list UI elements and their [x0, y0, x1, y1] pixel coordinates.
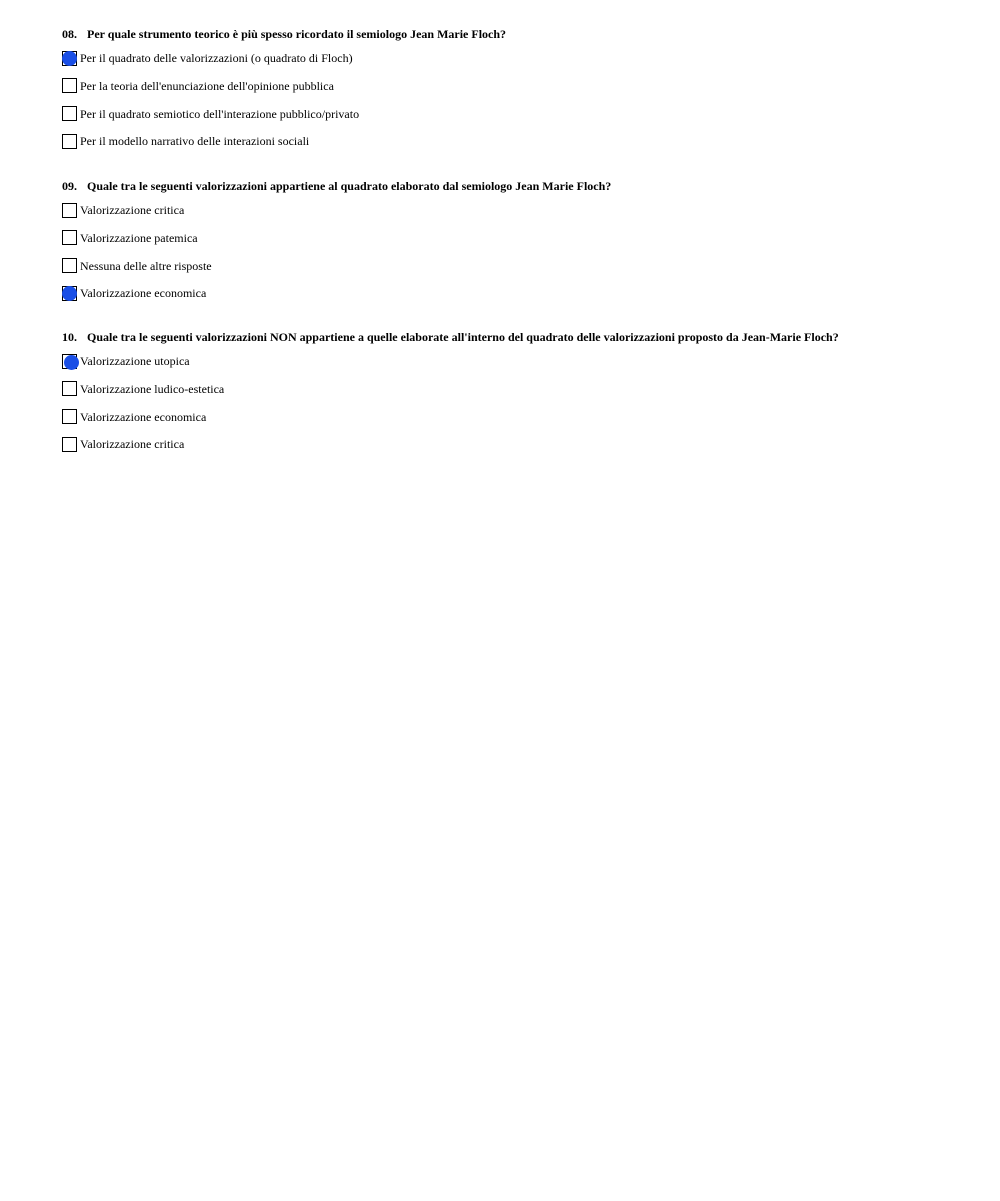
answer-label: Valorizzazione ludico-estetica [80, 381, 225, 396]
question-10 [62, 330, 982, 452]
answer-option[interactable] [62, 285, 982, 301]
selected-marker [62, 286, 77, 301]
answer-label: Per il modello narrativo delle interazioni sociali [80, 134, 310, 149]
options-list [62, 50, 982, 149]
question-09 [62, 179, 982, 301]
question-number: 09. [62, 179, 77, 193]
answer-checkbox[interactable] [62, 286, 77, 301]
answer-option[interactable] [62, 381, 982, 397]
answer-checkbox[interactable] [62, 203, 77, 218]
selected-marker [62, 51, 77, 66]
answer-option[interactable] [62, 258, 982, 274]
answer-checkbox[interactable] [62, 354, 77, 369]
question-title [62, 330, 982, 344]
answer-checkbox[interactable] [62, 381, 77, 396]
answer-checkbox[interactable] [62, 78, 77, 93]
question-title [62, 179, 982, 193]
options-list [62, 202, 982, 301]
question-text: Quale tra le seguenti valorizzazioni appartiene al quadrato elaborato dal semiologo Jean Marie Floch? [87, 179, 612, 193]
answer-option[interactable] [62, 202, 982, 218]
answer-label: Valorizzazione economica [80, 286, 207, 301]
answer-label: Per il quadrato delle valorizzazioni (o quadrato di Floch) [80, 51, 353, 65]
answer-label: Valorizzazione patemica [80, 230, 198, 245]
answer-checkbox[interactable] [62, 437, 77, 452]
question-number: 10. [62, 330, 77, 344]
answer-checkbox[interactable] [62, 134, 77, 149]
answer-option[interactable] [62, 50, 982, 66]
question-title [62, 27, 982, 41]
answer-label: Valorizzazione critica [80, 203, 185, 217]
answer-option[interactable] [62, 78, 982, 94]
answer-label: Per il quadrato semiotico dell'interazione pubblico/privato [80, 106, 360, 121]
answer-option[interactable] [62, 133, 982, 149]
question-text: Per quale strumento teorico è più spesso ricordato il semiologo Jean Marie Floch? [87, 27, 507, 41]
answer-label: Nessuna delle altre risposte [80, 258, 212, 273]
answer-option[interactable] [62, 230, 982, 246]
answer-checkbox[interactable] [62, 106, 77, 121]
question-text: Quale tra le seguenti valorizzazioni NON appartiene a quelle elaborate all'interno del quadrato delle valorizzazioni proposto da Jean-Marie Floch? [87, 330, 839, 344]
answer-label: Per la teoria dell'enunciazione dell'opinione pubblica [80, 78, 334, 93]
question-08 [62, 27, 982, 149]
answer-checkbox[interactable] [62, 51, 77, 66]
answer-checkbox[interactable] [62, 230, 77, 245]
answer-option[interactable] [62, 436, 982, 452]
answer-label: Valorizzazione critica [80, 437, 185, 452]
answer-checkbox[interactable] [62, 258, 77, 273]
answer-option[interactable] [62, 106, 982, 122]
answer-option[interactable] [62, 409, 982, 425]
selected-marker [64, 355, 79, 370]
question-number: 08. [62, 27, 77, 41]
options-list [62, 353, 982, 452]
answer-option[interactable] [62, 353, 982, 369]
answer-label: Valorizzazione economica [80, 409, 207, 424]
answer-label: Valorizzazione utopica [80, 354, 190, 368]
answer-checkbox[interactable] [62, 409, 77, 424]
